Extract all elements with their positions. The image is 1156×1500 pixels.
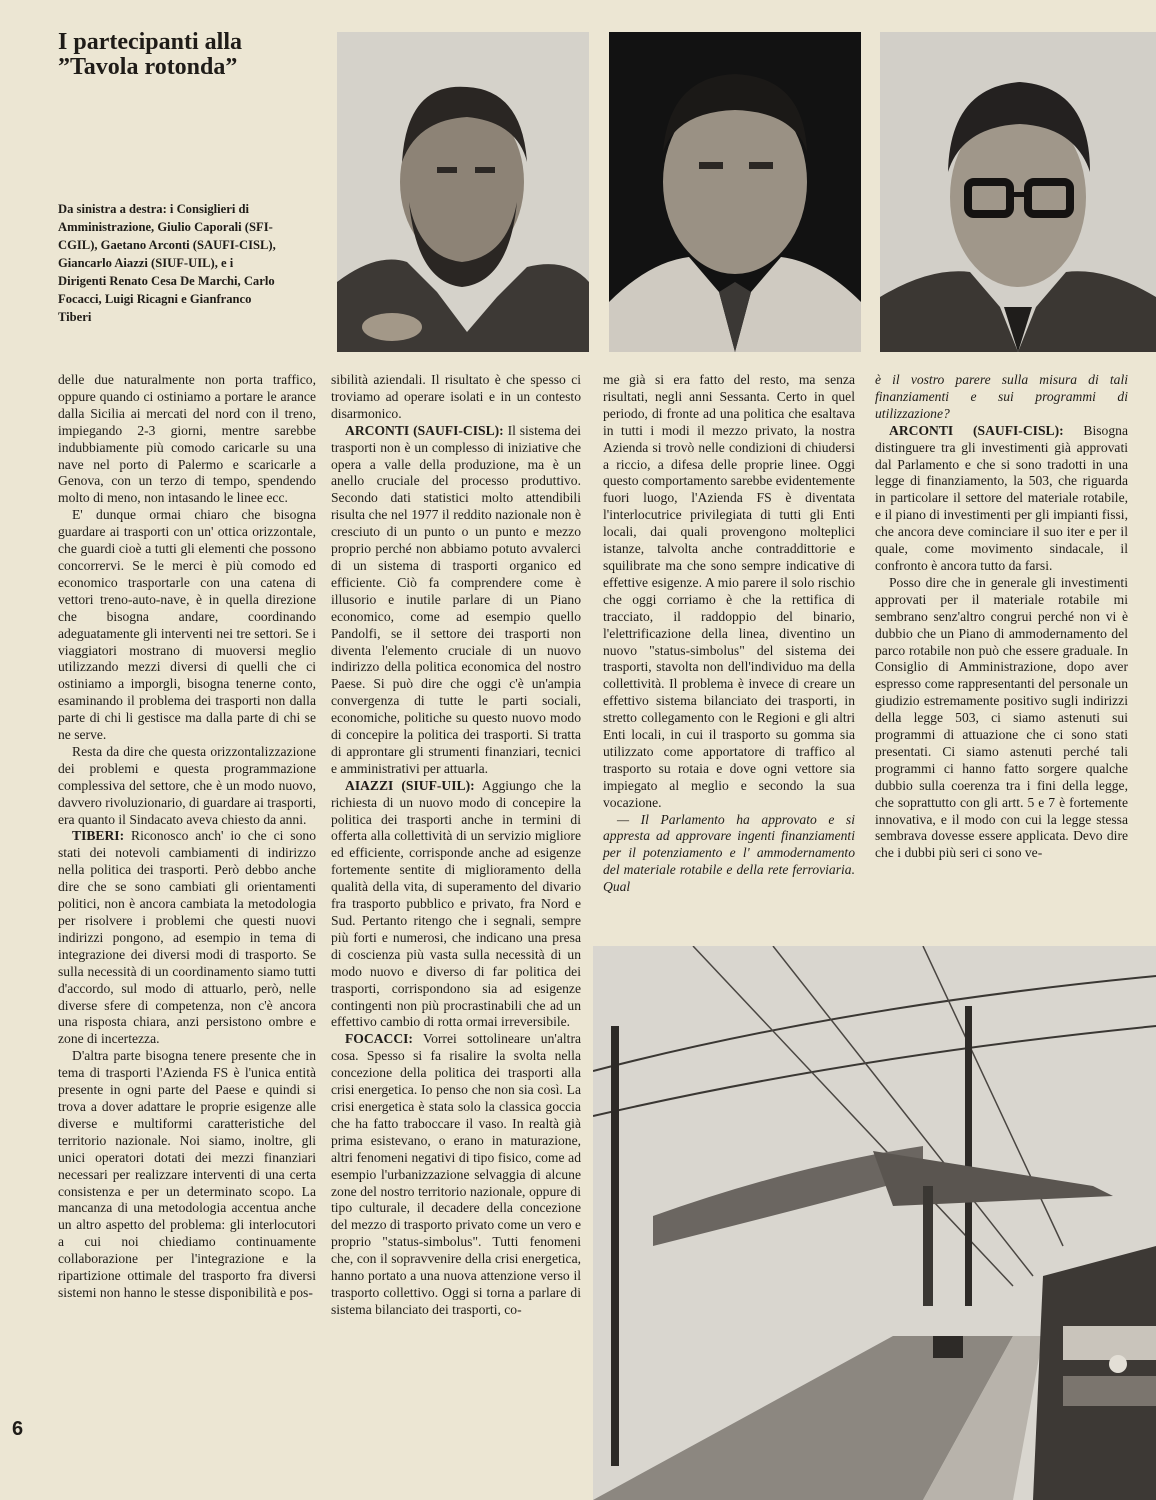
paragraph-text: delle due naturalmente non porta traffico, oppure quando ci ostiniamo a portare le arance dalla Sicilia ai mercati del nord con il treno, impiegando 2-3 giorni, mentre sarebbe indubbiamente più comodo caricarle su una nave nel porto di Palermo e scaricarle a Genova, con un terzo di tempo, spendendo molto di meno, non intasando le linee ecc. [58,372,316,506]
speaker-label: ARCONTI (SAUFI-CISL): [889,422,1064,438]
paragraph [331,1031,581,1318]
paragraph [58,828,316,1048]
speaker-label: FOCACCI: [345,1031,413,1047]
paragraph [58,1048,316,1302]
paragraph-text: Il sistema dei trasporti non è un complesso di iniziative che opera a valle della produzione, ma è un anello cruciale del processo produttivo. Secondo dati statistici molto attendibili risulta che nel 1977 il reddito nazionale non è cresciuto di un punto o un punto e mezzo proprio perché non abbiamo potuto avvalerci di un sistema di trasporti organico ed efficiente. Ciò fa comprendere come è illusorio e inutile parlare di un Piano economico, come ad esempio quello Pandolfi, se il settore dei trasporti non diventa l'elemento cruciale di un nuovo indirizzo della politica economica del nostro Paese. Si può dire che oggi c'è un'ampia convergenza di tutte le parti sociali, economiche, politiche su questo nuovo modo di concepire la politica dei trasporti. Si tratta di approntare gli strumenti finanziari, tecnici e amministrativi per attuarla. [331,422,581,776]
paragraph-text: è il vostro parere sulla misura di tali finanziamenti e sui programmi di utilizzazione? [875,372,1128,421]
text-column-2 [331,372,581,1319]
paragraph [331,423,581,778]
paragraph-text: Resta da dire che questa orizzontalizzazione dei problemi e questa programmazione complessiva del settore, che è un modo nuovo, davvero rivoluzionario, di guardare ai trasporti, era quanto il Sindacato aveva chiesto da anni. [58,743,316,827]
paragraph [875,423,1128,575]
text-column-3 [603,372,855,896]
page-title [58,30,288,80]
text-column-4 [875,372,1128,862]
paragraph-text: sibilità aziendali. Il risultato è che spesso ci troviamo ad operare isolati e in un contesto disarmonico. [331,372,581,421]
speaker-label: ARCONTI (SAUFI-CISL): [345,422,504,438]
paragraph-text: Posso dire che in generale gli investimenti approvati per il materiale rotabile mi sembrano senz'altro congrui perché non vi è dubbio che un Piano di ammodernamento del parco rotabile non può che essere graduale. In Consiglio di Amministrazione, dopo aver espresso come rappresentanti del personale un giudizio estremamente positivo sugli indirizzi della legge 503, ci siamo astenuti sui programmi di attuazione che ci sono stati presentati. Ci siamo astenuti perché tali programmi ci hanno fatto sorgere qualche dubbio sulla coerenza tra i fini della legge, che soprattutto con gli artt. 5 e 7 è fortemente innovativa, e il modo con cui la legge stessa sembrava dovesse essere applicata. Devo dire che i dubbi più seri ci sono ve- [875,574,1128,861]
paragraph [58,507,316,744]
portrait-photo-3 [880,32,1156,352]
paragraph [603,372,855,812]
paragraph-text: Aggiungo che la richiesta di un nuovo modo di concepire la politica dei trasporti anche in termini di offerta alla collettività di un servizio migliore ed efficiente, corrisponde anche ad esigenze fortemente sentite di miglioramento della qualità della vita, di superamento del divario fra trasporto pubblico e privato, fra Nord e Sud. Pertanto ritengo che i segnali, sempre più forti e numerosi, che indicano una presa di coscienza più vasta sulla necessità di un modo nuovo e diverso di far politica dei trasporti, corrispondono sia ad esigenze contingenti non più procrastinabili che ad un effettivo cambio di rotta ormai irreversibile. [331,777,581,1030]
paragraph [58,744,316,829]
paragraph-text: Vorrei sottolineare un'altra cosa. Spesso si fa risalire la svolta nella concezione della politica dei trasporti alla crisi energetica. Io penso che non sia così. La crisi energetica è stata solo la classica goccia che ha fatto traboccare il vaso. In realtà già prima esistevano, o erano in maturazione, altri fenomeni negativi di tipo fisico, come ad esempio l'urbanizzazione selvaggia di alcune zone del nostro territorio nazionale, oppure di tipo culturale, il decadere della concezione del mezzo di trasporto privato come un vero e proprio "status-simbolus". Tutti fenomeni che, con il sopravvenire della crisi energetica, hanno portato a una nuova attenzione verso il trasporto collettivo. Oggi si torna a parlare di sistema bilanciato dei trasporti, co- [331,1031,581,1317]
portrait-photo-1 [337,32,589,352]
paragraph [331,372,581,423]
paragraph [331,778,581,1032]
title-line-1: I partecipanti alla [58,29,242,55]
paragraph-text: — Il Parlamento ha approvato e si appresta ad approvare ingenti finanziamenti per il potenziamento e l' ammodernamento del materiale rotabile e della rete ferroviaria. Qual [603,811,855,895]
paragraph-text: E' dunque ormai chiaro che bisogna guardare ai trasporti con un' ottica orizzontale, che guardi cioè a tutti gli elementi che possono concorrervi. Se le merci è più comodo ed economico trasportarle con una catena di vettori treno-auto-nave, è in quella direzione che bisogna andare, coordinando adeguatamente gli interventi nei tre settori. Se i viaggiatori mostrano di muoversi meglio utilizzando mezzi diversi di quelli che ci ostiniamo a imporgli, bisogna tenerne conto, esaminando il problema dei trasporti non dalla parte di chi li gestisce ma dalla parte di chi se ne serve. [58,507,316,743]
paragraph-text: Riconosco anch' io che ci sono stati dei notevoli cambiamenti di indirizzo nella politica dei trasporti. Però debbo anche dire che se sono cambiati gli orientamenti politici, non è ancora cambiata la metodologia per risolvere i problemi che questi nuovi indirizzi pongono, ad esempio in tema di integrazione dei diversi modi di trasporto. Se sulla necessità di un coordinamento siamo tutti d'accordo, sul modo di attuarlo, però, nelle diverse sfere di competenza, non c'è ancora una risposta chiara, anzi persistono ombre e zone di incertezza. [58,828,316,1047]
text-column-1 [58,372,316,1302]
railway-station-photo [593,946,1156,1500]
portrait-photo-2 [609,32,861,352]
paragraph [603,812,855,897]
paragraph-text: me già si era fatto del resto, ma senza risultati, negli anni Sessanta. Certo in quel periodo, di fronte ad una politica che esaltava in tutti i modi il mezzo privato, la nostra Azienda si trovò nelle condizioni di chiudersi a riccio, a difesa delle proprie linee. Oggi questo comportamento sarebbe evidentemente fuori luogo, l'Azienda FS è diventata l'interlocutrice privilegiata di tutti gli Enti locali, dai quali provengono molteplici istanze, talvolta anche contraddittorie e squilibrate ma che sono sempre indicative di effettive esigenze. A mio parere il solo rischio che oggi corriamo è che la rettifica di tracciato, il raddoppio del binario, l'elettrificazione della linea, diventino un nuovo "status-simbolus" del sistema dei trasporti, stavolta non dell'individuo ma della collettività. Il problema è invece di creare un effettivo sistema bilanciato dei trasporti, in stretto collegamento con le Regioni e gli altri Enti locali, in cui il trasporto su gomma sia utilizzato come apportatore di traffico al trasporto su rotaia e dove ogni vettore sia impiegato al meglio e secondo la sua vocazione. [603,372,855,810]
paragraph [58,372,316,507]
paragraph [875,372,1128,423]
speaker-label: AIAZZI (SIUF-UIL): [345,777,475,793]
paragraph-text: D'altra parte bisogna tenere presente che in tema di trasporti l'Azienda FS è l'unica entità presente in ogni parte del Paese e quindi si trova a dover adattare le proprie esigenze alle diverse e multiformi caratteristiche del territorio nazionale. Noi siamo, inoltre, gli unici operatori dotati dei mezzi finanziari necessari per realizzare interventi di una certa consistenza e per un determinato scopo. La mancanza di una metodologia accentua anche un altro aspetto del problema: gli interlocutori a cui noi chiediamo continuamente collaborazione per l'integrazione e la ripartizione ottimale del trasporto fra diversi sistemi non hanno le stesse disponibilità e pos- [58,1048,316,1300]
speaker-label: TIBERI: [72,828,125,844]
paragraph-text: Bisogna distinguere tra gli investimenti già approvati dal Parlamento e che si sono tradotti in una legge di finanziamento, la 503, che riguarda in particolare il settore del materiale rotabile, e il piano di investimenti per gli impianti fissi, che ancora deve cominciare il suo iter e per il quale, come movimento sindacale, il confronto è ancora tutto da farsi. [875,422,1128,573]
paragraph [875,575,1128,862]
title-line-2: ”Tavola rotonda” [58,54,238,80]
photo-caption: Da sinistra a destra: i Consiglieri di Amministrazione, Giulio Caporali (SFI-CGIL), Gaetano Arconti (SAUFI-CISL), Giancarlo Aiazzi (SIUF-UIL), e i Dirigenti Renato Cesa De Marchi, Carlo Focacci, Luigi Ricagni e Gianfranco Tiberi [58,202,276,324]
page-number: 6 [12,1418,24,1440]
